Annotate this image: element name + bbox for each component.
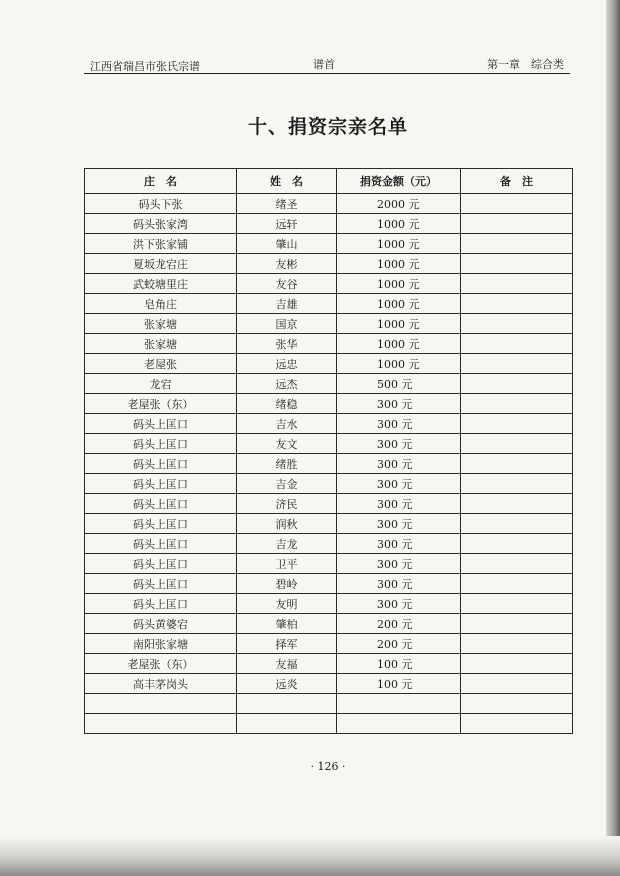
cell-amount: 1000 元 [337, 314, 461, 334]
cell-village: 码头上匡口 [85, 574, 237, 594]
cell-amount: 200 元 [337, 614, 461, 634]
cell-name: 友文 [237, 434, 337, 454]
table-row [85, 274, 573, 294]
cell-name: 吉雄 [237, 294, 337, 314]
header-book-title: 江西省瑞昌市张氏宗谱 [90, 60, 200, 73]
cell-village: 南阳张家塘 [85, 634, 237, 654]
cell-name: 吉龙 [237, 534, 337, 554]
cell-amount: 1000 元 [337, 274, 461, 294]
table-row [85, 474, 573, 494]
table-row [85, 354, 573, 374]
table-body [85, 194, 573, 734]
cell-amount [337, 714, 461, 734]
page-title: 十、捐资宗亲名单 [247, 116, 408, 138]
cell-name: 张华 [237, 334, 337, 354]
table-row [85, 634, 573, 654]
cell-village: 码头上匡口 [85, 414, 237, 434]
header-section: 谱首 [313, 58, 335, 71]
cell-note [461, 434, 573, 454]
cell-note [461, 674, 573, 694]
cell-village: 码头黄婆宕 [85, 614, 237, 634]
cell-note [461, 554, 573, 574]
cell-amount: 100 元 [337, 654, 461, 674]
cell-note [461, 534, 573, 554]
cell-name: 碧岭 [237, 574, 337, 594]
cell-note [461, 314, 573, 334]
header-village: 庄 名 [85, 169, 237, 194]
cell-amount: 1000 元 [337, 254, 461, 274]
table-row [85, 694, 573, 714]
cell-name: 绪稳 [237, 394, 337, 414]
cell-amount: 300 元 [337, 454, 461, 474]
cell-note [461, 374, 573, 394]
table-row [85, 434, 573, 454]
cell-name: 润秋 [237, 514, 337, 534]
table-row [85, 234, 573, 254]
cell-name: 友谷 [237, 274, 337, 294]
cell-note [461, 594, 573, 614]
cell-note [461, 294, 573, 314]
cell-amount: 300 元 [337, 494, 461, 514]
table-row [85, 414, 573, 434]
header-note: 备 注 [461, 169, 573, 194]
cell-amount: 1000 元 [337, 334, 461, 354]
header-name: 姓 名 [237, 169, 337, 194]
cell-name: 绪胜 [237, 454, 337, 474]
cell-name: 国京 [237, 314, 337, 334]
cell-village: 码头上匡口 [85, 514, 237, 534]
table-row [85, 534, 573, 554]
table-row [85, 614, 573, 634]
cell-amount: 300 元 [337, 474, 461, 494]
cell-note [461, 334, 573, 354]
cell-amount: 300 元 [337, 414, 461, 434]
table-row [85, 194, 573, 214]
cell-note [461, 454, 573, 474]
cell-name: 吉金 [237, 474, 337, 494]
cell-amount: 1000 元 [337, 214, 461, 234]
cell-name: 择军 [237, 634, 337, 654]
table-row [85, 554, 573, 574]
cell-note [461, 194, 573, 214]
header-chapter: 第一章 综合类 [487, 58, 564, 71]
scan-edge-bottom [0, 836, 620, 876]
cell-amount: 500 元 [337, 374, 461, 394]
table-row [85, 494, 573, 514]
cell-amount [337, 694, 461, 714]
header-amount: 捐资金额（元） [337, 169, 461, 194]
cell-amount: 2000 元 [337, 194, 461, 214]
cell-village: 老屋张（东） [85, 654, 237, 674]
table-row [85, 214, 573, 234]
cell-note [461, 394, 573, 414]
cell-village: 码头上匡口 [85, 554, 237, 574]
header-rule [84, 73, 570, 74]
cell-village: 码头下张 [85, 194, 237, 214]
cell-amount: 300 元 [337, 534, 461, 554]
cell-village: 高丰茅岗头 [85, 674, 237, 694]
cell-amount: 300 元 [337, 554, 461, 574]
cell-village [85, 714, 237, 734]
table-row [85, 254, 573, 274]
cell-note [461, 414, 573, 434]
cell-name: 绪圣 [237, 194, 337, 214]
cell-amount: 300 元 [337, 574, 461, 594]
cell-note [461, 474, 573, 494]
cell-amount: 200 元 [337, 634, 461, 654]
cell-amount: 100 元 [337, 674, 461, 694]
cell-note [461, 214, 573, 234]
cell-name: 济民 [237, 494, 337, 514]
cell-amount: 300 元 [337, 594, 461, 614]
table-row [85, 314, 573, 334]
table-row [85, 374, 573, 394]
cell-village: 码头上匡口 [85, 494, 237, 514]
cell-name: 卫平 [237, 554, 337, 574]
cell-name: 远炎 [237, 674, 337, 694]
cell-village [85, 694, 237, 714]
cell-note [461, 694, 573, 714]
cell-village: 武蛟塘里庄 [85, 274, 237, 294]
cell-amount: 300 元 [337, 434, 461, 454]
cell-note [461, 494, 573, 514]
cell-name: 远杰 [237, 374, 337, 394]
cell-village: 皂角庄 [85, 294, 237, 314]
cell-note [461, 254, 573, 274]
cell-note [461, 234, 573, 254]
cell-note [461, 714, 573, 734]
cell-amount: 1000 元 [337, 234, 461, 254]
cell-amount: 1000 元 [337, 294, 461, 314]
table-row [85, 674, 573, 694]
cell-village: 码头张家湾 [85, 214, 237, 234]
cell-name: 友明 [237, 594, 337, 614]
cell-name: 友福 [237, 654, 337, 674]
cell-note [461, 514, 573, 534]
cell-village: 洪下张家铺 [85, 234, 237, 254]
cell-village: 码头上匡口 [85, 534, 237, 554]
table-row [85, 594, 573, 614]
cell-amount: 1000 元 [337, 354, 461, 374]
table-row [85, 714, 573, 734]
cell-village: 老屋张 [85, 354, 237, 374]
cell-note [461, 654, 573, 674]
cell-name: 远轩 [237, 214, 337, 234]
cell-village: 码头上匡口 [85, 454, 237, 474]
cell-name: 远忠 [237, 354, 337, 374]
cell-village: 码头上匡口 [85, 474, 237, 494]
cell-village: 张家塘 [85, 314, 237, 334]
table-row [85, 394, 573, 414]
cell-village: 码头上匡口 [85, 434, 237, 454]
cell-name [237, 714, 337, 734]
cell-village: 夏坂龙宕庄 [85, 254, 237, 274]
cell-note [461, 574, 573, 594]
table-row [85, 654, 573, 674]
cell-village: 龙宕 [85, 374, 237, 394]
cell-amount: 300 元 [337, 514, 461, 534]
donation-table [84, 168, 573, 734]
cell-name: 肇山 [237, 234, 337, 254]
table-row [85, 574, 573, 594]
cell-village: 码头上匡口 [85, 594, 237, 614]
page-header [84, 54, 568, 74]
cell-note [461, 354, 573, 374]
table-row [85, 294, 573, 314]
table-row [85, 334, 573, 354]
table-header-row [85, 169, 573, 194]
page-number: · 126 · [310, 760, 346, 773]
cell-note [461, 614, 573, 634]
table-row [85, 514, 573, 534]
table-row [85, 454, 573, 474]
cell-note [461, 634, 573, 654]
cell-amount: 300 元 [337, 394, 461, 414]
cell-name [237, 694, 337, 714]
cell-village: 张家塘 [85, 334, 237, 354]
cell-name: 肇柏 [237, 614, 337, 634]
cell-village: 老屋张（东） [85, 394, 237, 414]
cell-name: 吉水 [237, 414, 337, 434]
cell-note [461, 274, 573, 294]
cell-name: 友彬 [237, 254, 337, 274]
